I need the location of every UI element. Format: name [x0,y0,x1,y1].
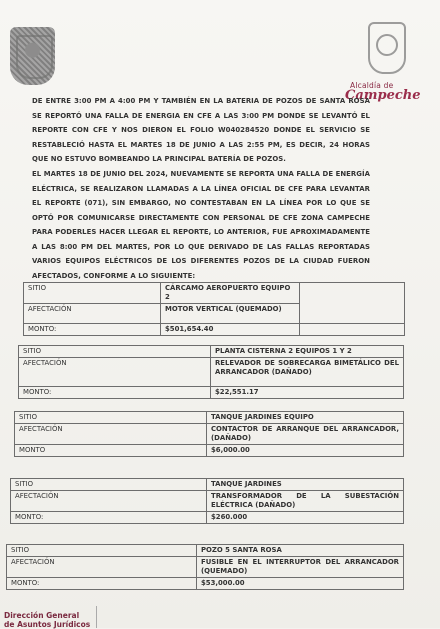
paragraph-1: DE ENTRE 3:00 PM A 4:00 PM Y TAMBIÉN EN LA BATERIA DE POZOS DE SANTA ROSA SE REPORTÓ UNA FALLA DE ENERGIA EN CFE A LAS 3:00 PM DONDE SE LEVANTÓ EL REPORTE CON CFE Y NOS DIERON EL FOLIO W040284520 DONDE EL SERVICIO SE RESTABLECIÓ HASTA EL MARTES 18 DE JUNIO A LAS 2:55 PM, ES DECIR, 24 HORAS QUE NO ESTUVO BOMBEANDO LA PRINCIPAL BATERÍA DE POZOS. [32,97,370,163]
monto-label: MONTO: [7,578,197,590]
incident-table-5 [6,544,404,590]
footer-line-1: Dirección General [4,611,80,620]
afectacion-value: FUSIBLE EN EL INTERRUPTOR DEL ARRANCADOR (QUEMADO) [197,557,404,578]
afectacion-value: CONTACTOR DE ARRANQUE DEL ARRANCADOR, (DAÑADO) [207,424,404,445]
alcaldia-logo-icon [368,22,406,74]
monto-value: $22,551.17 [211,387,404,399]
afectacion-label: AFECTACIÓN [11,491,207,512]
afectacion-label: AFECTACIÓN [15,424,207,445]
empty-cell [300,324,405,336]
incident-table-2 [18,345,404,399]
monto-label: MONTO [15,445,207,457]
sitio-value: POZO 5 SANTA ROSA [197,545,404,557]
footer-line-2: de Asuntos Jurídicos [4,620,91,629]
monto-value: $260.000 [207,512,404,524]
sitio-value: PLANTA CISTERNA 2 EQUIPOS 1 Y 2 [211,346,404,358]
sitio-label: SITIO [15,412,207,424]
sitio-value: TANQUE JARDINES [207,479,404,491]
monto-value: $53,000.00 [197,578,404,590]
sitio-label: SITIO [19,346,211,358]
afectacion-label: AFECTACIÓN [24,304,161,324]
sitio-label: SITIO [24,283,161,304]
empty-cell [300,283,405,324]
afectacion-label: AFECTACIÓN [7,557,197,578]
monto-label: MONTO: [19,387,211,399]
incident-table-3 [14,411,404,457]
monto-label: MONTO: [11,512,207,524]
incident-table-4 [10,478,404,524]
logo-emblem-icon [376,34,398,56]
incident-table-1 [23,282,405,336]
sitio-label: SITIO [7,545,197,557]
afectacion-value: MOTOR VERTICAL (QUEMADO) [161,304,300,324]
monto-value: $501,654.40 [161,324,300,336]
monto-value: $6,000.00 [207,445,404,457]
sitio-value: TANQUE JARDINES EQUIPO [207,412,404,424]
footer [4,611,124,629]
afectacion-value: RELEVADOR DE SOBRECARGA BIMETÁLICO DEL ARRANCADOR (DAÑADO) [211,358,404,387]
sitio-value: CÁRCAMO AEROPUERTO EQUIPO 2 [161,283,300,304]
alcaldia-label: Alcaldía de [350,81,394,90]
campeche-label: Campeche [345,88,421,103]
sitio-label: SITIO [11,479,207,491]
coat-of-arms-logo [10,27,55,85]
afectacion-value: TRANSFORMADOR DE LA SUBESTACIÓN ELÉCTRICA (DAÑADO) [207,491,404,512]
afectacion-label: AFECTACIÓN [19,358,211,387]
paragraph-2: EL MARTES 18 DE JUNIO DEL 2024, NUEVAMENTE SE REPORTA UNA FALLA DE ENERGÍA ELÉCTRICA, SE REALIZARON LLAMADAS A LA LÍNEA OFICIAL DE CFE PARA LEVANTAR EL REPORTE (071), SIN EMBARGO, NO CONTESTABAN EN LA LÍNEA POR LO QUE SE OPTÓ POR COMUNICARSE DIRECTAMENTE CON PERSONAL DE CFE ZONA CAMPECHE PARA PODERLES HACER LLEGAR EL REPORTE, LO ANTERIOR, FUE APROXIMADAMENTE A LAS 8:00 PM DEL MARTES, POR LO QUE DERIVADO DE LAS FALLAS REPORTADAS VARIOS EQUIPOS ELÉCTRICOS DE LOS DIFERENTES POZOS DE LA CIUDAD FUERON AFECTADOS, CONFORME A LO SIGUIENTE: [32,170,370,280]
monto-label: MONTO: [24,324,161,336]
